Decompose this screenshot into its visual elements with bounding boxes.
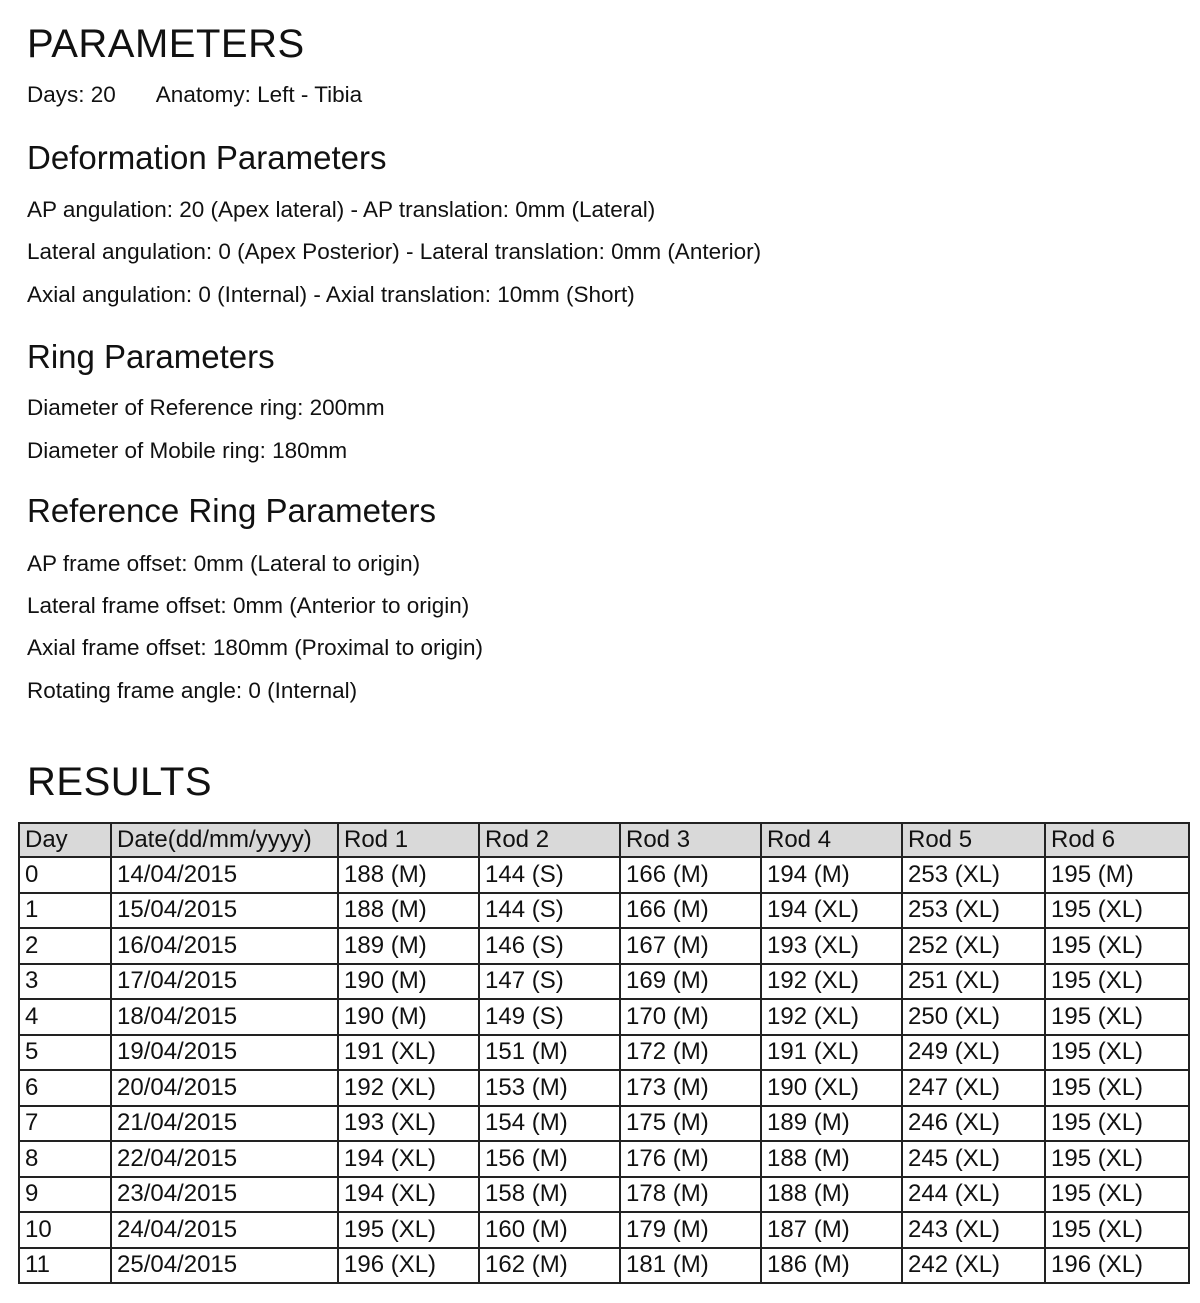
table-cell: 251 (XL) <box>902 964 1045 1000</box>
table-cell: 189 (M) <box>761 1106 902 1142</box>
table-cell: 3 <box>19 964 111 1000</box>
table-cell: 146 (S) <box>479 928 620 964</box>
table-row <box>19 1177 1189 1213</box>
column-header: Rod 4 <box>761 823 902 857</box>
table-cell: 6 <box>19 1070 111 1106</box>
table-cell: 188 (M) <box>761 1177 902 1213</box>
table-cell: 153 (M) <box>479 1070 620 1106</box>
table-cell: 196 (XL) <box>1045 1248 1189 1284</box>
table-cell: 158 (M) <box>479 1177 620 1213</box>
deformation-heading: Deformation Parameters <box>27 139 387 176</box>
column-header: Day <box>19 823 111 857</box>
column-header: Rod 5 <box>902 823 1045 857</box>
table-cell: 195 (XL) <box>338 1212 479 1248</box>
table-cell: 5 <box>19 1035 111 1071</box>
reference-ring-line-axial: Axial frame offset: 180mm (Proximal to origin) <box>27 635 483 660</box>
table-row <box>19 1035 1189 1071</box>
table-cell: 169 (M) <box>620 964 761 1000</box>
reference-ring-line-ap: AP frame offset: 0mm (Lateral to origin) <box>27 551 421 576</box>
table-cell: 25/04/2015 <box>111 1248 338 1284</box>
table-cell: 1 <box>19 893 111 929</box>
table-cell: 170 (M) <box>620 999 761 1035</box>
table-cell: 194 (XL) <box>338 1177 479 1213</box>
reference-ring-line-lateral: Lateral frame offset: 0mm (Anterior to origin) <box>27 593 470 618</box>
table-row <box>19 1106 1189 1142</box>
table-row <box>19 999 1189 1035</box>
table-cell: 195 (XL) <box>1045 1177 1189 1213</box>
table-cell: 194 (M) <box>761 857 902 893</box>
table-cell: 188 (M) <box>338 893 479 929</box>
table-cell: 20/04/2015 <box>111 1070 338 1106</box>
deformation-line-lateral: Lateral angulation: 0 (Apex Posterior) - Lateral translation: 0mm (Anterior) <box>27 239 762 264</box>
table-cell: 24/04/2015 <box>111 1212 338 1248</box>
table-cell: 167 (M) <box>620 928 761 964</box>
table-cell: 173 (M) <box>620 1070 761 1106</box>
deformation-line-axial: Axial angulation: 0 (Internal) - Axial translation: 10mm (Short) <box>27 282 635 307</box>
table-cell: 195 (XL) <box>1045 1106 1189 1142</box>
ring-line-mobile: Diameter of Mobile ring: 180mm <box>27 438 348 463</box>
table-cell: 176 (M) <box>620 1141 761 1177</box>
table-cell: 196 (XL) <box>338 1248 479 1284</box>
table-cell: 246 (XL) <box>902 1106 1045 1142</box>
table-cell: 190 (M) <box>338 964 479 1000</box>
table-cell: 11 <box>19 1248 111 1284</box>
table-cell: 149 (S) <box>479 999 620 1035</box>
header-row <box>19 823 1189 857</box>
column-header: Rod 3 <box>620 823 761 857</box>
table-cell: 7 <box>19 1106 111 1142</box>
table-cell: 253 (XL) <box>902 893 1045 929</box>
table-cell: 194 (XL) <box>338 1141 479 1177</box>
table-cell: 162 (M) <box>479 1248 620 1284</box>
table-row <box>19 1248 1189 1284</box>
table-cell: 23/04/2015 <box>111 1177 338 1213</box>
table-cell: 186 (M) <box>761 1248 902 1284</box>
table-cell: 195 (XL) <box>1045 1035 1189 1071</box>
table-cell: 190 (M) <box>338 999 479 1035</box>
table-cell: 250 (XL) <box>902 999 1045 1035</box>
table-cell: 22/04/2015 <box>111 1141 338 1177</box>
table-cell: 144 (S) <box>479 893 620 929</box>
table-cell: 151 (M) <box>479 1035 620 1071</box>
table-row <box>19 857 1189 893</box>
table-cell: 195 (XL) <box>1045 928 1189 964</box>
table-cell: 147 (S) <box>479 964 620 1000</box>
ring-line-reference: Diameter of Reference ring: 200mm <box>27 395 385 420</box>
table-cell: 193 (XL) <box>761 928 902 964</box>
results-table <box>18 822 1190 1284</box>
table-cell: 179 (M) <box>620 1212 761 1248</box>
table-cell: 188 (M) <box>761 1141 902 1177</box>
table-cell: 14/04/2015 <box>111 857 338 893</box>
table-cell: 19/04/2015 <box>111 1035 338 1071</box>
days-anatomy-line <box>27 82 362 108</box>
table-cell: 195 (XL) <box>1045 893 1189 929</box>
table-cell: 10 <box>19 1212 111 1248</box>
table-cell: 195 (XL) <box>1045 1212 1189 1248</box>
table-cell: 16/04/2015 <box>111 928 338 964</box>
table-cell: 191 (XL) <box>338 1035 479 1071</box>
table-cell: 191 (XL) <box>761 1035 902 1071</box>
table-cell: 192 (XL) <box>761 999 902 1035</box>
table-cell: 190 (XL) <box>761 1070 902 1106</box>
parameters-heading: PARAMETERS <box>27 22 305 66</box>
table-row <box>19 1141 1189 1177</box>
table-cell: 195 (XL) <box>1045 964 1189 1000</box>
table-cell: 245 (XL) <box>902 1141 1045 1177</box>
table-cell: 154 (M) <box>479 1106 620 1142</box>
results-heading: RESULTS <box>27 760 213 804</box>
table-cell: 195 (XL) <box>1045 1141 1189 1177</box>
table-cell: 253 (XL) <box>902 857 1045 893</box>
table-cell: 160 (M) <box>479 1212 620 1248</box>
results-table-header <box>19 823 1189 857</box>
table-cell: 166 (M) <box>620 893 761 929</box>
reference-ring-line-rotating: Rotating frame angle: 0 (Internal) <box>27 678 358 703</box>
table-cell: 144 (S) <box>479 857 620 893</box>
table-cell: 178 (M) <box>620 1177 761 1213</box>
table-row <box>19 1070 1189 1106</box>
table-cell: 17/04/2015 <box>111 964 338 1000</box>
results-table-body <box>19 857 1189 1283</box>
table-cell: 9 <box>19 1177 111 1213</box>
anatomy-value: Anatomy: Left - Tibia <box>155 82 363 107</box>
deformation-line-ap: AP angulation: 20 (Apex lateral) - AP translation: 0mm (Lateral) <box>27 197 656 222</box>
table-cell: 195 (XL) <box>1045 1070 1189 1106</box>
table-cell: 195 (XL) <box>1045 999 1189 1035</box>
table-row <box>19 928 1189 964</box>
table-cell: 192 (XL) <box>761 964 902 1000</box>
table-row <box>19 964 1189 1000</box>
table-cell: 2 <box>19 928 111 964</box>
table-cell: 189 (M) <box>338 928 479 964</box>
table-cell: 15/04/2015 <box>111 893 338 929</box>
table-cell: 181 (M) <box>620 1248 761 1284</box>
table-cell: 249 (XL) <box>902 1035 1045 1071</box>
table-cell: 242 (XL) <box>902 1248 1045 1284</box>
column-header: Rod 1 <box>338 823 479 857</box>
table-row <box>19 1212 1189 1248</box>
column-header: Rod 2 <box>479 823 620 857</box>
table-cell: 244 (XL) <box>902 1177 1045 1213</box>
reference-ring-heading: Reference Ring Parameters <box>27 492 437 529</box>
table-cell: 156 (M) <box>479 1141 620 1177</box>
table-cell: 8 <box>19 1141 111 1177</box>
table-cell: 194 (XL) <box>761 893 902 929</box>
table-cell: 172 (M) <box>620 1035 761 1071</box>
column-header: Rod 6 <box>1045 823 1189 857</box>
table-cell: 166 (M) <box>620 857 761 893</box>
table-cell: 192 (XL) <box>338 1070 479 1106</box>
table-cell: 247 (XL) <box>902 1070 1045 1106</box>
days-value: Days: 20 <box>27 82 116 107</box>
table-cell: 0 <box>19 857 111 893</box>
table-row <box>19 893 1189 929</box>
table-cell: 4 <box>19 999 111 1035</box>
table-cell: 18/04/2015 <box>111 999 338 1035</box>
column-header: Date(dd/mm/yyyy) <box>111 823 338 857</box>
ring-heading: Ring Parameters <box>27 338 275 375</box>
table-cell: 195 (M) <box>1045 857 1189 893</box>
table-cell: 243 (XL) <box>902 1212 1045 1248</box>
table-cell: 175 (M) <box>620 1106 761 1142</box>
table-cell: 252 (XL) <box>902 928 1045 964</box>
table-cell: 188 (M) <box>338 857 479 893</box>
table-cell: 193 (XL) <box>338 1106 479 1142</box>
table-cell: 187 (M) <box>761 1212 902 1248</box>
table-cell: 21/04/2015 <box>111 1106 338 1142</box>
